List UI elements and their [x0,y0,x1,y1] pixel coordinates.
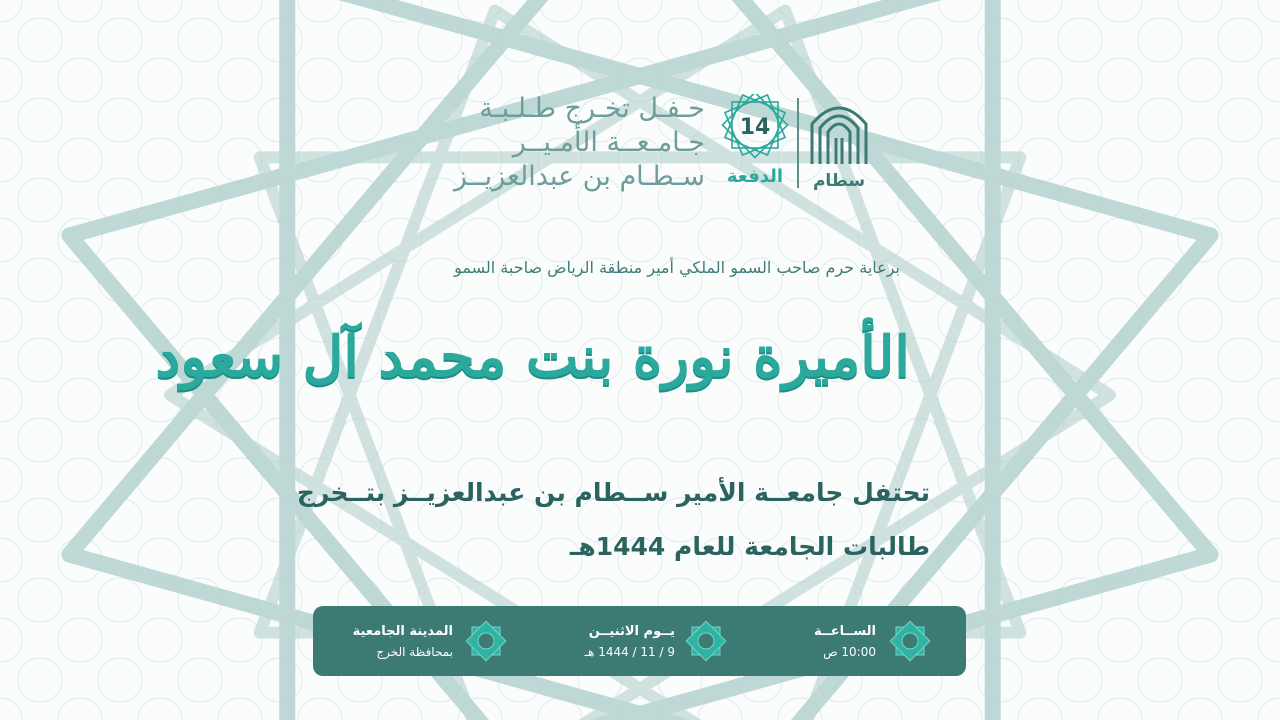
logo-divider [797,98,799,188]
info-time-label: الســاعــة [814,624,876,639]
info-date-value: 9 / 11 / 1444 هـ [584,645,675,659]
star-icon [887,618,933,664]
patron-line: برعاية حرم صاحب السمو الملكي أمير منطقة الرياض صاحبة السمو [454,258,900,277]
header-title-line-2: جـامـعــة الأمـيــر [512,127,705,158]
batch-14-logo [718,94,792,190]
batch-caption: الدفعة [726,166,784,187]
info-place-label: المدينة الجامعية [352,624,453,639]
event-info-bar [313,606,966,676]
star-icon [463,618,509,664]
star-icon [683,618,729,664]
info-place [313,606,533,676]
announcement [296,466,930,574]
info-time-value: 10:00 ص [823,645,876,659]
sattam-logo [806,94,872,190]
header-title [405,92,705,194]
header-title-line-3: سـطـام بن عبدالعزيــز [453,161,705,192]
info-place-value: بمحافظة الخرج [376,645,453,659]
announcement-line-1: تحتفل جامعــة الأمير ســطام بن عبدالعزيــز بتــخرج [296,478,930,507]
batch-number: 14 [739,115,771,140]
info-time [753,606,966,676]
princess-name-calligraphy: الأميرة نورة بنت محمد آل سعود [155,324,910,390]
sattam-caption: سطام [812,171,866,190]
arch-icon [812,108,866,164]
info-date-label: يــوم الاثنيــن [588,624,675,639]
header-title-line-1: حـفـل تخـرج طـلـبـة [479,93,705,124]
info-date [533,606,753,676]
announcement-line-2: طالبات الجامعة للعام 1444هـ [569,532,930,561]
